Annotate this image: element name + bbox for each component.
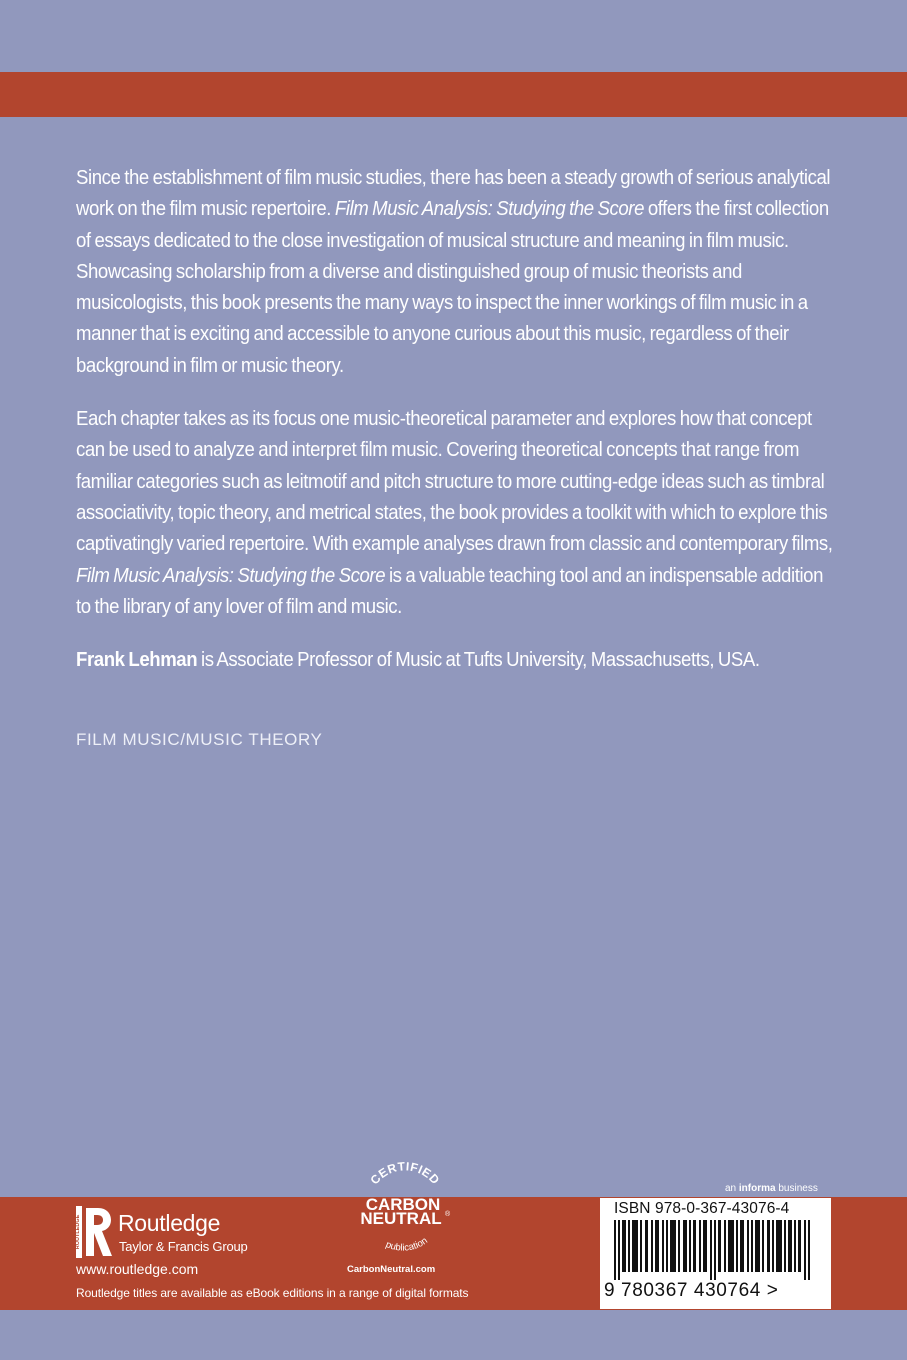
svg-text:publication [384, 1235, 430, 1253]
informa-suffix: business [775, 1183, 818, 1194]
book-title-italic: Film Music Analysis: Studying the Score [334, 198, 645, 221]
subject-category: FILM MUSIC/MUSIC THEORY [76, 730, 323, 749]
publisher-group: Taylor & Francis Group [119, 1239, 248, 1254]
blurb-paragraph-1 [76, 163, 836, 382]
routledge-logo-text: ROUTLEDGE [75, 1214, 81, 1250]
book-title-italic: Film Music Analysis: Studying the Score [76, 564, 386, 587]
routledge-logo-icon [76, 1206, 116, 1258]
cn-publication-text: publication [383, 1235, 430, 1254]
ebook-note: Routledge titles are available as eBook editions in a range of digital formats [76, 1286, 469, 1300]
blurb-p1-text-b: offers the first collection of essays dedicated to the close investigation of musical structure and meaning in film music. Showcasing scholarship from a diverse and distinguished group of music theorists and musicologists, this book presents the many ways to inspect the inner workings of film music in a manner that is exciting and accessible to anyone curious about this music, regardless of their background in film or music theory. [76, 198, 829, 377]
carbon-neutral-seal-icon [348, 1160, 458, 1275]
informa-prefix: an [725, 1183, 739, 1194]
cn-carbon-text: CARBON [365, 1195, 441, 1214]
blurb-paragraph-2 [76, 404, 836, 623]
informa-business-tag [725, 1183, 818, 1194]
cn-certified-text: CERTIFIED [367, 1160, 443, 1188]
top-color-band [0, 72, 907, 117]
author-bio [76, 645, 836, 676]
isbn-number: ISBN 978-0-367-43076-4 [614, 1200, 790, 1217]
barcode-bars-icon [614, 1220, 818, 1280]
author-name: Frank Lehman [76, 649, 198, 672]
cn-neutral-text: NEUTRAL [360, 1209, 442, 1228]
svg-text:CERTIFIED [367, 1160, 442, 1187]
back-cover-blurb [76, 163, 836, 698]
carbon-neutral-url: CarbonNeutral.com [347, 1264, 436, 1275]
author-bio-text: is Associate Professor of Music at Tufts University, Massachusetts, USA. [197, 649, 760, 672]
blurb-p2-text-a: Each chapter takes as its focus one music-theoretical parameter and explores how that concept can be used to analyze and interpret film music. Covering theoretical concepts that range from familiar categories such as leitmotif and pitch structure to more cutting-edge ideas such as timbral associativity, topic theory, and metrical states, the book provides a toolkit with which to explore this captivatingly varied repertoire. With example analyses drawn from classic and contemporary films, [76, 408, 833, 556]
blurb-p2-text-b: is a valuable teaching tool and an indispensable addition to the library of any lover of film and music. [76, 564, 824, 618]
informa-brand: informa [738, 1183, 776, 1194]
cn-registered-mark: ® [445, 1211, 451, 1218]
blurb-p1-text-a: Since the establishment of film music studies, there has been a steady growth of serious analytical work on the film music repertoire. [76, 167, 831, 221]
publisher-url: www.routledge.com [76, 1261, 199, 1277]
barcode-digits: 9 780367 430764 > [604, 1280, 779, 1301]
publisher-name: Routledge [118, 1210, 221, 1236]
